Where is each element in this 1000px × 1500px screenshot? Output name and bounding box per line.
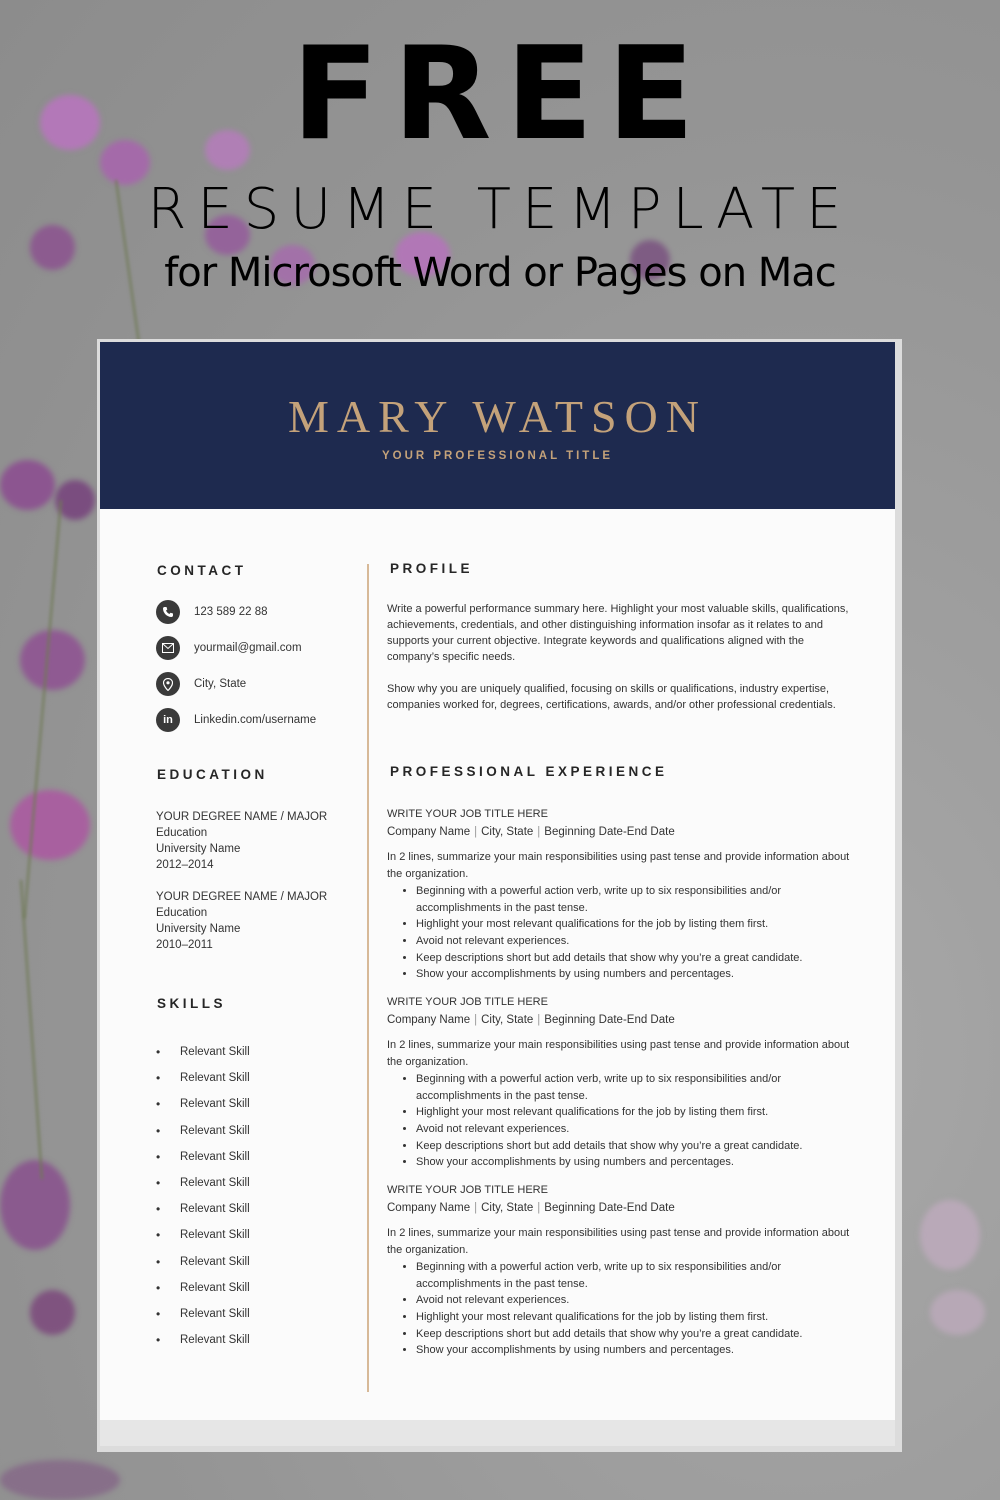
school-name: University Name <box>156 923 241 935</box>
experience-heading: PROFESSIONAL EXPERIENCE <box>390 764 668 779</box>
contact-heading: CONTACT <box>157 563 247 578</box>
linkedin-icon: in <box>156 708 180 732</box>
phone-icon <box>156 600 180 624</box>
skill-item: • Relevant Skill <box>156 1091 250 1117</box>
degree-years: 2010–2011 <box>156 939 213 951</box>
mail-icon <box>156 636 180 660</box>
job-meta: Company Name | City, State | Beginning Date-End Date <box>387 825 675 838</box>
company-name: Company Name <box>387 825 471 838</box>
skills-list <box>156 1039 250 1353</box>
job-bullet: • Show your accomplishments by using numbers and percentages. <box>416 1342 862 1359</box>
job-bullet: • Keep descriptions short but add details that show why you’re a great candidate. <box>416 1326 862 1343</box>
job-location: City, State <box>481 1201 534 1214</box>
job-dates: Beginning Date-End Date <box>544 1201 675 1214</box>
degree-field: Education <box>156 907 208 919</box>
resume-header <box>100 342 895 509</box>
skill-item: • Relevant Skill <box>156 1301 250 1327</box>
job-bullets <box>387 1071 862 1171</box>
phone-text: 123 589 22 88 <box>194 606 268 618</box>
job-meta: Company Name | City, State | Beginning Date-End Date <box>387 1201 675 1214</box>
location-text: City, State <box>194 678 247 690</box>
skill-item: • Relevant Skill <box>156 1170 250 1196</box>
skill-item: • Relevant Skill <box>156 1249 250 1275</box>
skill-item: • Relevant Skill <box>156 1275 250 1301</box>
linkedin-text: Linkedin.com/username <box>194 714 317 726</box>
job-bullet: • Show your accomplishments by using numbers and percentages. <box>416 966 862 983</box>
location-pin-icon <box>156 672 180 696</box>
job-bullet: • Keep descriptions short but add details that show why you’re a great candidate. <box>416 1138 862 1155</box>
job-bullets <box>387 883 862 983</box>
banner-headline: FREE <box>291 20 709 169</box>
job-dates: Beginning Date-End Date <box>544 1013 675 1026</box>
job-bullet: • Highlight your most relevant qualifications for the job by listing them first. <box>416 916 862 933</box>
column-divider <box>367 564 369 1392</box>
education-entry <box>156 809 327 873</box>
job-bullet: • Beginning with a powerful action verb, write up to six responsibilities and/or accomplishments in the past tense. <box>416 1071 862 1104</box>
job-location: City, State <box>481 825 534 838</box>
job-summary: In 2 lines, summarize your main responsibilities using past tense and provide information about the organization. <box>387 1227 850 1257</box>
banner-tagline: for Microsoft Word or Pages on Mac <box>164 250 836 296</box>
job-dates: Beginning Date-End Date <box>544 825 675 838</box>
email-text: yourmail@gmail.com <box>194 642 302 654</box>
skill-item: • Relevant Skill <box>156 1196 250 1222</box>
job-bullet: • Avoid not relevant experiences. <box>416 933 862 950</box>
job-bullet: • Highlight your most relevant qualifications for the job by listing them first. <box>416 1309 862 1326</box>
skill-item: • Relevant Skill <box>156 1144 250 1170</box>
job-bullet: • Keep descriptions short but add details that show why you’re a great candidate. <box>416 950 862 967</box>
resume-sheet-bottom <box>100 1420 895 1446</box>
profile-paragraph: Show why you are uniquely qualified, focusing on skills or qualifications, industry expertise, companies worked for, degrees, certifications, awards, and/or other professional credentials. <box>387 683 836 711</box>
job-title: WRITE YOUR JOB TITLE HERE <box>387 808 548 820</box>
job-location: City, State <box>481 1013 534 1026</box>
job-bullet: • Highlight your most relevant qualifications for the job by listing them first. <box>416 1104 862 1121</box>
job-bullet: • Avoid not relevant experiences. <box>416 1121 862 1138</box>
job-meta: Company Name | City, State | Beginning Date-End Date <box>387 1013 675 1026</box>
skills-heading: SKILLS <box>157 996 227 1011</box>
degree-name: YOUR DEGREE NAME / MAJOR <box>156 891 328 903</box>
company-name: Company Name <box>387 1013 471 1026</box>
degree-field: Education <box>156 827 208 839</box>
job-summary: In 2 lines, summarize your main responsibilities using past tense and provide information about the organization. <box>387 851 850 881</box>
professional-title: YOUR PROFESSIONAL TITLE <box>381 450 614 462</box>
school-name: University Name <box>156 843 241 855</box>
contact-phone <box>156 600 268 624</box>
skill-item: • Relevant Skill <box>156 1327 250 1353</box>
job-bullet: • Beginning with a powerful action verb, write up to six responsibilities and/or accomplishments in the past tense. <box>416 1259 862 1292</box>
degree-years: 2012–2014 <box>156 859 214 871</box>
profile-paragraph: Write a powerful performance summary here. Highlight your most valuable skills, qualifications, achievements, credentials, and other distinguishing information insofar as it relates to and supports your current objective. Integrate keywords and qualifications aligned with the company’s specific needs. <box>387 603 849 663</box>
degree-name: YOUR DEGREE NAME / MAJOR <box>156 811 328 823</box>
job-entry <box>387 994 862 1171</box>
contact-email <box>156 636 302 660</box>
job-bullets <box>387 1259 862 1359</box>
skill-item: • Relevant Skill <box>156 1118 250 1144</box>
job-title: WRITE YOUR JOB TITLE HERE <box>387 1184 548 1196</box>
education-heading: EDUCATION <box>157 767 268 782</box>
banner-subtitle: RESUME TEMPLATE <box>147 177 853 242</box>
profile-heading: PROFILE <box>390 561 474 576</box>
resume-sheet <box>100 342 895 1420</box>
resume-name: MARY WATSON <box>287 391 707 442</box>
job-summary: In 2 lines, summarize your main responsibilities using past tense and provide information about the organization. <box>387 1039 850 1069</box>
job-entry <box>387 1182 862 1359</box>
job-title: WRITE YOUR JOB TITLE HERE <box>387 996 548 1008</box>
skill-item: • Relevant Skill <box>156 1039 250 1065</box>
education-entry <box>156 889 327 953</box>
contact-linkedin <box>156 708 316 732</box>
company-name: Company Name <box>387 1201 471 1214</box>
job-bullet: • Avoid not relevant experiences. <box>416 1292 862 1309</box>
job-bullet: • Show your accomplishments by using numbers and percentages. <box>416 1154 862 1171</box>
job-entry <box>387 806 862 983</box>
job-bullet: • Beginning with a powerful action verb, write up to six responsibilities and/or accomplishments in the past tense. <box>416 883 862 916</box>
contact-location <box>156 672 246 696</box>
skill-item: • Relevant Skill <box>156 1065 250 1091</box>
skill-item: • Relevant Skill <box>156 1222 250 1248</box>
